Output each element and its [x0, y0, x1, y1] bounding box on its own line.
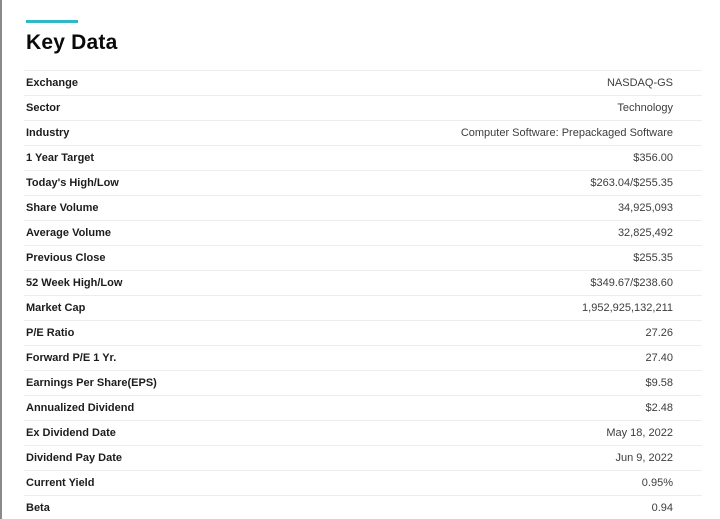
row-label: 52 Week High/Low — [26, 277, 123, 289]
table-row — [24, 395, 702, 420]
table-row — [24, 195, 702, 220]
page-left-border — [0, 0, 2, 519]
key-data-table — [24, 70, 702, 519]
row-value: 27.26 — [645, 327, 673, 339]
row-value: $9.58 — [645, 377, 673, 389]
table-row — [24, 270, 702, 295]
row-value: May 18, 2022 — [606, 427, 673, 439]
row-label: 1 Year Target — [26, 152, 95, 164]
table-row — [24, 245, 702, 270]
table-row — [24, 120, 702, 145]
table-row — [24, 370, 702, 395]
row-value: $255.35 — [633, 252, 673, 264]
row-value: Technology — [617, 102, 673, 114]
row-value: 0.95% — [641, 477, 673, 489]
row-label: Beta — [26, 502, 50, 514]
row-label: Industry — [26, 127, 70, 139]
row-label: Market Cap — [26, 302, 86, 314]
row-label: P/E Ratio — [26, 327, 75, 339]
row-label: Sector — [26, 102, 61, 114]
table-row — [24, 495, 702, 519]
row-value: $349.67/$238.60 — [590, 277, 673, 289]
table-row — [24, 470, 702, 495]
table-row — [24, 295, 702, 320]
table-row — [24, 220, 702, 245]
row-label: Previous Close — [26, 252, 106, 264]
section-title: Key Data — [26, 31, 118, 54]
row-label: Annualized Dividend — [26, 402, 135, 414]
row-label: Dividend Pay Date — [26, 452, 122, 464]
row-label: Exchange — [26, 77, 78, 89]
row-value: 27.40 — [645, 352, 673, 364]
row-label: Ex Dividend Date — [26, 427, 116, 439]
table-row — [24, 320, 702, 345]
row-label: Earnings Per Share(EPS) — [26, 377, 157, 389]
row-value: 32,825,492 — [617, 227, 673, 239]
section-accent-bar — [26, 20, 78, 23]
table-row — [24, 345, 702, 370]
table-row — [24, 70, 702, 95]
row-label: Today's High/Low — [26, 177, 119, 189]
row-value: $356.00 — [633, 152, 673, 164]
row-value: 0.94 — [651, 502, 673, 514]
row-label: Current Yield — [26, 477, 95, 489]
row-value: $2.48 — [645, 402, 673, 414]
row-label: Forward P/E 1 Yr. — [26, 352, 117, 364]
row-value: Jun 9, 2022 — [615, 452, 673, 464]
row-value: 34,925,093 — [617, 202, 673, 214]
row-value: 1,952,925,132,211 — [582, 302, 673, 314]
row-label: Share Volume — [26, 202, 99, 214]
row-value: $263.04/$255.35 — [590, 177, 673, 189]
table-row — [24, 145, 702, 170]
row-label: Average Volume — [26, 227, 111, 239]
row-value: Computer Software: Prepackaged Software — [460, 127, 673, 139]
table-row — [24, 445, 702, 470]
row-value: NASDAQ-GS — [606, 77, 673, 89]
table-row — [24, 170, 702, 195]
table-row — [24, 420, 702, 445]
table-row — [24, 95, 702, 120]
